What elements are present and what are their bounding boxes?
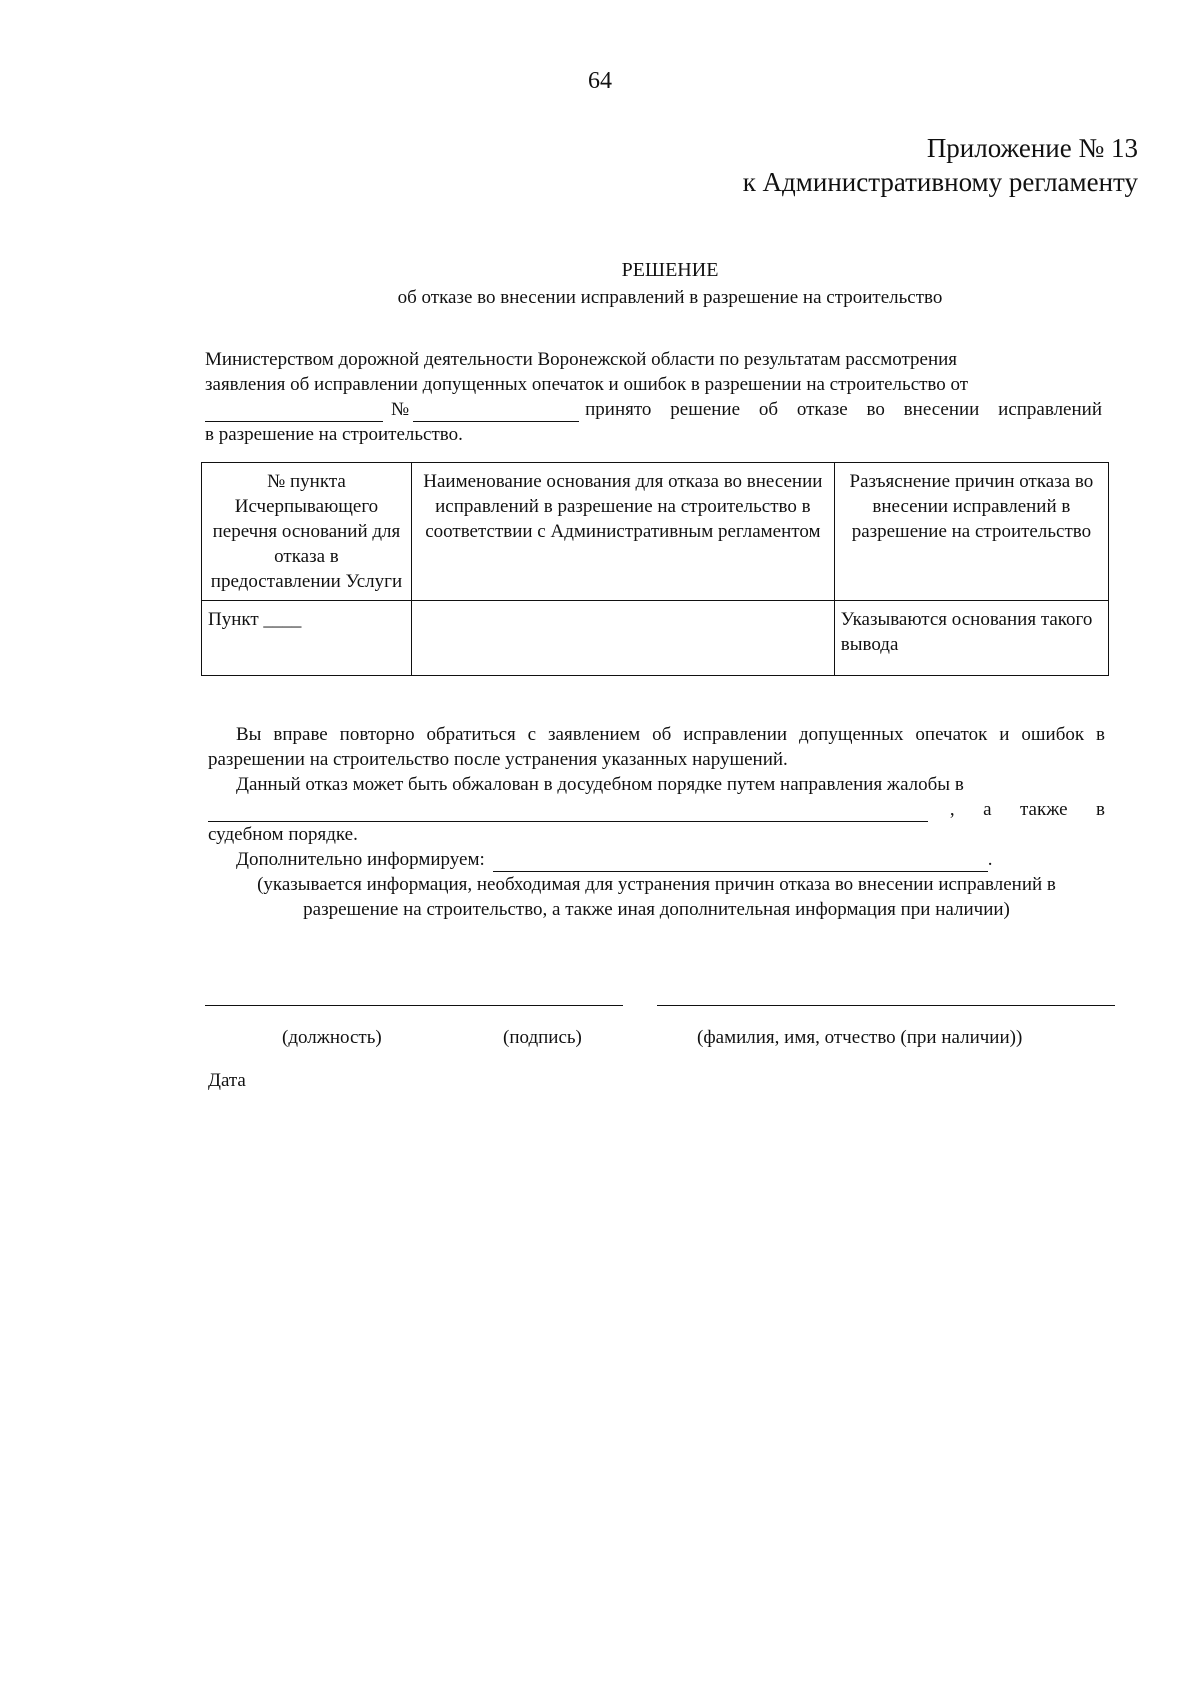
name-line[interactable] <box>657 1005 1115 1006</box>
instruction-note: (указывается информация, необходимая для устранения причин отказа во внесении исправлений в разрешение на строительство, а также иная дополнительная информация при наличии) <box>257 874 1056 920</box>
date-label: Дата <box>208 1070 246 1091</box>
title-main: РЕШЕНИЕ <box>621 259 719 281</box>
additional-info-label: Дополнительно информируем: <box>236 849 485 870</box>
appendix-number: Приложение № 13 <box>926 133 1138 163</box>
appeal-body-blank[interactable] <box>208 803 928 822</box>
page-number: 64 <box>588 68 612 94</box>
date-blank[interactable] <box>205 403 383 422</box>
full-name-label: (фамилия, имя, отчество (при наличии)) <box>697 1027 1023 1048</box>
position-signature-line[interactable] <box>205 1005 623 1006</box>
body-text <box>208 722 1105 922</box>
number-sign: № <box>391 399 410 420</box>
intro-line-3 <box>205 397 1102 422</box>
additional-info-line <box>208 847 1105 872</box>
cell-ground-name[interactable] <box>411 601 834 676</box>
cell-item-number[interactable]: Пункт ____ <box>202 601 412 676</box>
intro-line-1: Министерством дорожной деятельности Воронежской области по результатам рассмотрения <box>205 349 958 370</box>
intro-line-3-text: принято решение об отказе во внесении исправлений <box>585 399 1102 420</box>
reapply-paragraph: Вы вправе повторно обратиться с заявлением об исправлении допущенных опечаток и ошибок в разрешении на строительство после устранения указанных нарушений. <box>208 724 1105 770</box>
appeal-line <box>208 797 1105 822</box>
additional-info-blank[interactable] <box>493 853 988 872</box>
document-title <box>0 256 1200 312</box>
appeal-line-tail: , а также в <box>949 799 1105 820</box>
table-header-row <box>202 463 1109 601</box>
header-item-number: № пункта Исчерпывающего перечня оснований для отказа в предоставлении Услуги <box>202 463 412 601</box>
intro-line-4: в разрешение на строительство. <box>205 424 463 445</box>
position-label: (должность) <box>282 1027 382 1048</box>
cell-explanation[interactable]: Указываются основания такого вывода <box>834 601 1108 676</box>
header-explanation: Разъяснение причин отказа во внесении исправлений в разрешение на строительство <box>834 463 1108 601</box>
title-sub: об отказе во внесении исправлений в разрешение на строительство <box>397 287 943 308</box>
signature-label: (подпись) <box>503 1027 582 1048</box>
table-row <box>202 601 1109 676</box>
appendix-header <box>743 131 1138 199</box>
number-blank[interactable] <box>413 403 579 422</box>
header-ground-name: Наименование основания для отказа во внесении исправлений в разрешение на строительство в соответствии с Административным регламентом <box>411 463 834 601</box>
appendix-reference: к Административному регламенту <box>742 167 1138 197</box>
refusal-grounds-table <box>201 462 1109 676</box>
additional-info-end: . <box>987 849 993 870</box>
appeal-line-end: судебном порядке. <box>208 824 358 845</box>
intro-paragraph <box>205 347 1102 447</box>
intro-line-2: заявления об исправлении допущенных опечаток и ошибок в разрешении на строительство от <box>205 374 969 395</box>
appeal-paragraph: Данный отказ может быть обжалован в досудебном порядке путем направления жалобы в <box>236 774 964 795</box>
